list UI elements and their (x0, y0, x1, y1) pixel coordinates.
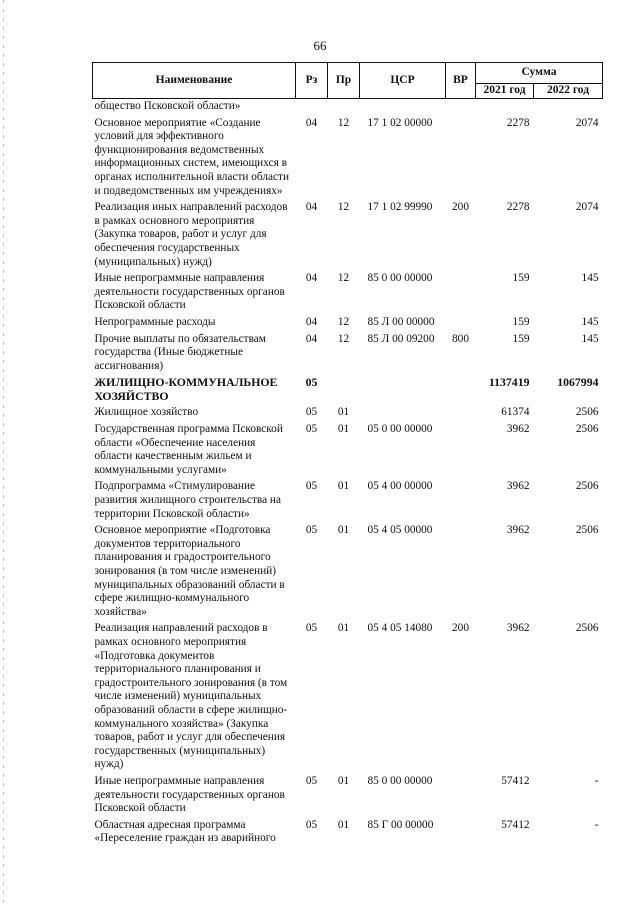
cell-s1: 3962 (506, 480, 530, 493)
cell-s1: 2278 (506, 116, 530, 129)
table-row (93, 375, 603, 405)
table-row (93, 332, 603, 376)
cell-vr (446, 818, 476, 848)
cell-s2: 1067994 (557, 375, 599, 390)
cell-name: Реализация иных направлений расходов в рамках основного мероприятия (Закупка товаров, работ и услуг для обеспечения государственных (муниципальных) нужд) (94, 201, 288, 268)
cell-name: ЖИЛИЩНО-КОММУНАЛЬНОЕ ХОЗЯЙСТВО (94, 375, 278, 403)
cell-s1: 159 (512, 272, 530, 285)
cell-s1: 159 (512, 332, 530, 345)
cell-pr: 12 (337, 116, 350, 129)
cell-s2: 2506 (575, 622, 599, 635)
cell-pr: 12 (337, 315, 350, 328)
cell-rz: 05 (305, 375, 318, 390)
cell-s2: 2506 (575, 423, 599, 436)
cell-s2: 145 (581, 332, 599, 345)
cell-vr (446, 479, 476, 523)
cell-csr: 85 Л 00 00000 (367, 315, 435, 328)
cell-vr (446, 422, 476, 479)
header-name: Наименование (93, 63, 296, 99)
cell-s1: 61374 (501, 406, 530, 419)
table-row (93, 200, 603, 271)
cell-s1: 2278 (506, 201, 530, 214)
cell-s2: 2074 (575, 201, 599, 214)
header-pr: Пр (328, 63, 360, 99)
scan-edge (3, 0, 4, 905)
cell-pr: 12 (337, 332, 350, 345)
cell-s2: 145 (581, 272, 599, 285)
table-row (93, 774, 603, 818)
header-2022: 2022 год (534, 84, 603, 99)
page-number: 66 (313, 38, 327, 53)
cell-name: Иные непрограммные направления деятельности государственных органов Псковской области (94, 272, 285, 312)
table-row (93, 523, 603, 621)
cell-rz: 04 (305, 332, 318, 345)
cell-s1: 3962 (506, 524, 530, 537)
cell-s2: 2506 (575, 524, 599, 537)
cell-s1: 3962 (506, 423, 530, 436)
cell-s1: 57412 (501, 774, 530, 787)
table-row (93, 99, 603, 116)
table-row (93, 621, 603, 774)
cell-vr (446, 405, 476, 422)
table-row (93, 271, 603, 315)
cell-rz: 05 (305, 423, 318, 436)
cell-vr: 200 (452, 201, 469, 214)
cell-csr (360, 375, 446, 405)
cell-name: Реализация направлений расходов в рамках основного мероприятия «Подготовка документов территориального планирования и градостроительного зонирования (в том числе изменений) муниципальных образований области в сфере жилищно-коммунального хозяйства» (Закупка товаров, работ и услуг для обеспечения государственных (муниципальных) нужд) (94, 622, 288, 771)
header-csr: ЦСР (360, 63, 446, 99)
cell-vr (446, 774, 476, 818)
header-sum: Сумма (476, 63, 603, 84)
cell-pr: 01 (337, 622, 350, 635)
cell-rz: 05 (305, 774, 318, 787)
cell-csr (360, 405, 446, 422)
cell-pr: 01 (337, 774, 350, 787)
cell-csr (360, 99, 446, 116)
cell-csr: 17 1 02 99990 (367, 201, 433, 214)
cell-vr (446, 271, 476, 315)
cell-name: Иные непрограммные направления деятельности государственных органов Псковской области (94, 774, 285, 815)
cell-rz: 04 (305, 116, 318, 129)
cell-s1: 3962 (506, 622, 530, 635)
cell-s2: 145 (581, 315, 599, 328)
cell-csr: 05 0 00 00000 (367, 423, 433, 436)
cell-s2: 2506 (575, 406, 599, 419)
cell-name: Непрограммные расходы (94, 315, 216, 328)
table-row (93, 116, 603, 201)
cell-s1: 159 (512, 315, 530, 328)
cell-s2: - (594, 774, 599, 787)
table-row (93, 422, 603, 479)
cell-vr (446, 315, 476, 332)
cell-pr: 01 (337, 406, 350, 419)
cell-pr (328, 99, 360, 116)
cell-name: Областная адресная программа «Переселение граждан из аварийного (94, 818, 276, 845)
cell-pr: 01 (337, 818, 350, 831)
cell-rz: 05 (305, 818, 318, 831)
cell-vr: 200 (452, 622, 469, 635)
cell-rz: 05 (305, 622, 318, 635)
cell-s2 (534, 99, 603, 116)
cell-csr: 85 0 00 00000 (367, 272, 433, 285)
cell-vr (446, 116, 476, 201)
table-body (93, 99, 603, 848)
table-row (93, 818, 603, 848)
cell-vr (446, 375, 476, 405)
table-row (93, 315, 603, 332)
cell-s2: 2506 (575, 480, 599, 493)
cell-vr (446, 99, 476, 116)
cell-name: Жилищное хозяйство (94, 406, 199, 419)
cell-name: Государственная программа Псковской области «Обеспечение населения области качественным жильем и коммунальными услугами» (94, 423, 283, 476)
cell-csr: 17 1 02 00000 (367, 116, 433, 129)
cell-pr: 12 (337, 272, 350, 285)
cell-s1: 57412 (501, 818, 530, 831)
cell-rz: 04 (305, 315, 318, 328)
cell-vr: 800 (452, 332, 469, 345)
cell-csr: 85 Л 00 09200 (367, 332, 435, 345)
cell-pr (328, 375, 360, 405)
cell-name: Прочие выплаты по обязательствам государства (Иные бюджетные ассигнования) (94, 332, 266, 372)
cell-vr (446, 523, 476, 621)
cell-csr: 85 Г 00 00000 (367, 818, 434, 831)
table-row (93, 405, 603, 422)
cell-s2: - (594, 818, 599, 831)
cell-pr: 01 (337, 480, 350, 493)
cell-s1: 1137419 (488, 375, 530, 390)
cell-csr: 05 4 05 14080 (367, 622, 433, 635)
header-rz: Рз (296, 63, 328, 99)
header-vr: ВР (446, 63, 476, 99)
cell-rz: 04 (305, 272, 318, 285)
cell-pr: 01 (337, 524, 350, 537)
cell-s2: 2074 (575, 116, 599, 129)
header-2021: 2021 год (476, 84, 534, 99)
cell-pr: 12 (337, 201, 350, 214)
cell-name: Основное мероприятие «Создание условий для эффективного функционирования ведомственных информационных систем, имеющихся в органах исполнительной власти области и подведомственных им учреждениях» (94, 116, 290, 197)
table-row (93, 479, 603, 523)
cell-rz (296, 99, 328, 116)
budget-table (92, 62, 603, 848)
cell-rz: 05 (305, 406, 318, 419)
cell-rz: 05 (305, 480, 318, 493)
cell-rz: 05 (305, 524, 318, 537)
cell-csr: 05 4 05 00000 (367, 524, 433, 537)
cell-name: общество Псковской области» (94, 100, 241, 112)
cell-pr: 01 (337, 423, 350, 436)
cell-csr: 85 0 00 00000 (367, 774, 433, 787)
cell-name: Подпрограмма «Стимулирование развития жилищного строительства на территории Псковской области» (94, 480, 281, 520)
cell-rz: 04 (305, 201, 318, 214)
cell-csr: 05 4 00 00000 (367, 480, 433, 493)
cell-name: Основное мероприятие «Подготовка документов территориального планирования и градостроительного зонирования (в том числе изменений) муниципальных образований области в сфере жилищно-коммунального хозяйства» (94, 524, 285, 618)
cell-s1 (476, 99, 534, 116)
